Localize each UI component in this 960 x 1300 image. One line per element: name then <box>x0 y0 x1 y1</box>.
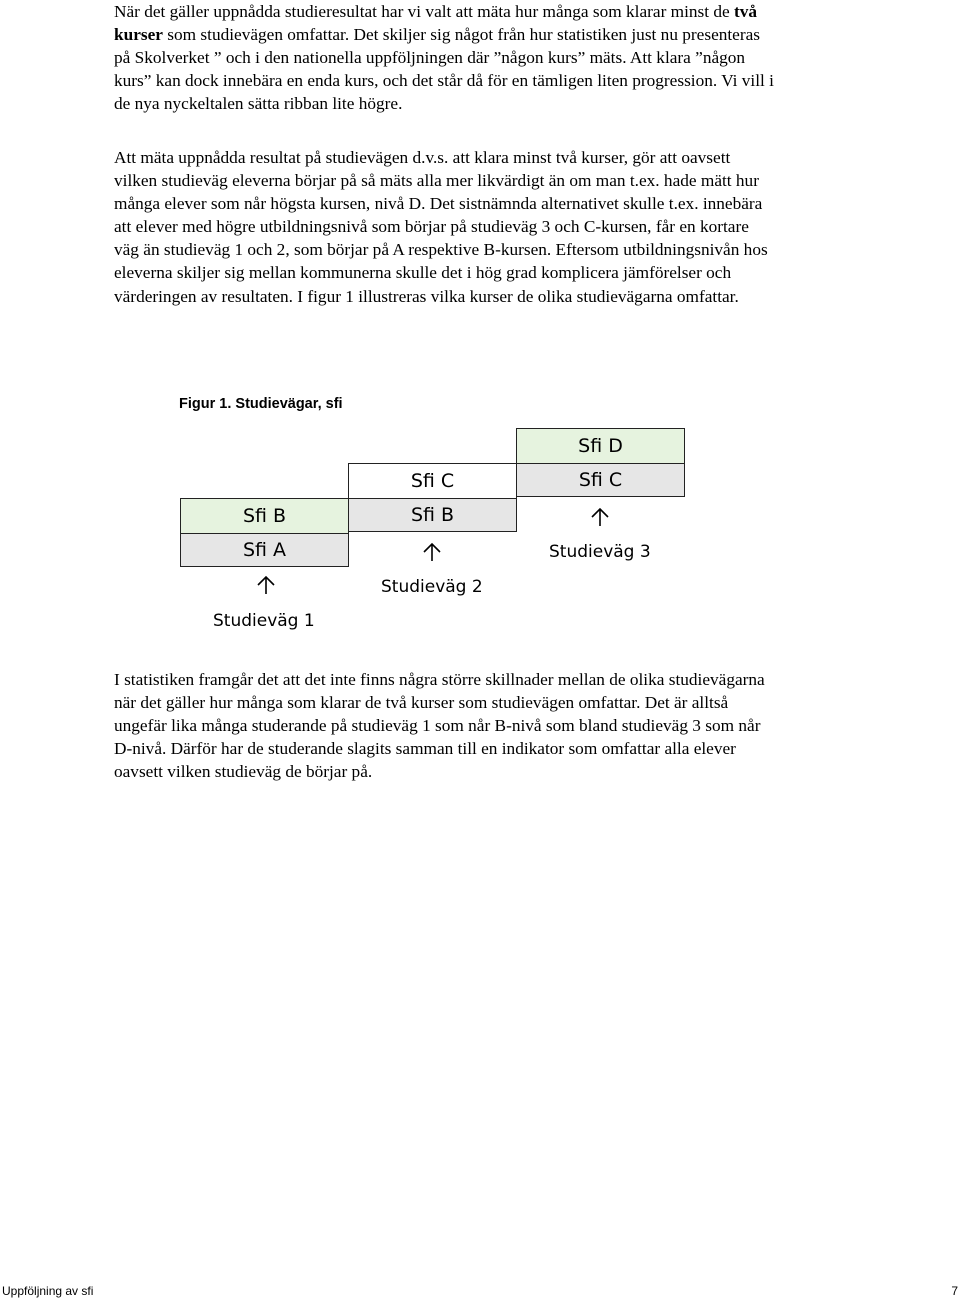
up-arrow-icon <box>254 573 278 597</box>
paragraph-2: Att mäta uppnådda resultat på studievägen d.v.s. att klara minst två kurser, gör att oavsett vilken studieväg eleverna börjar på så mäts alla mer likvärdigt än om man t.ex. hade mätt hur många elever som når högsta kursen, nivå D. Det sistnämnda alternativet skulle t.ex. innebära att elever med högre utbildningsnivå som börjar på studieväg 3 och C-kursen, får en kortare väg än studieväg 1 och 2, som börjar på A respektive B-kursen. Eftersom utbildningsnivån hos eleverna skiljer sig mellan kommunerna skulle det i hög grad komplicera jämförelser och värderingen av resultaten. I figur 1 illustreras vilka kurser de olika studievägarna omfattar. <box>114 148 768 306</box>
page-number: 7 <box>951 1284 958 1298</box>
route3-course-c: Sfi C <box>516 463 685 497</box>
up-arrow-icon <box>588 505 612 529</box>
up-arrow-icon <box>420 540 444 564</box>
route2-course-b: Sfi B <box>348 498 517 532</box>
route2-label: Studieväg 2 <box>381 577 483 597</box>
route1-course-b: Sfi B <box>180 498 349 533</box>
route3-course-d: Sfi D <box>516 428 685 463</box>
paragraph-3: I statistiken framgår det att det inte finns några större skillnader mellan de olika studievägarna när det gäller hur många som klarar de två kurser som studievägen omfattar. Det är alltså ungefär lika många studerande på studieväg 1 som når B-nivå som bland studieväg 3 som når D-nivå. Därför har de studerande slagits samman till en indikator som omfattar alla elever oavsett vilken studieväg de börjar på. <box>114 670 765 782</box>
route2-course-c: Sfi C <box>348 463 517 498</box>
paragraph-1-bold: två kurser <box>114 2 758 45</box>
route1-label: Studieväg 1 <box>213 611 315 631</box>
paragraph-1-text-a: När det gäller uppnådda studieresultat har vi valt att mäta hur många som klarar minst de <box>114 2 735 21</box>
route3-label: Studieväg 3 <box>549 542 651 562</box>
figure-title: Figur 1. Studievägar, sfi <box>179 396 343 412</box>
route1-course-a: Sfi A <box>180 533 349 567</box>
footer-title: Uppföljning av sfi <box>2 1284 94 1298</box>
paragraph-1 <box>114 0 774 115</box>
paragraph-1-text-b: som studievägen omfattar. Det skiljer sig något från hur statistiken just nu presenteras på Skolverket ” och i den nationella uppföljningen där ”någon kurs” mäts. Att klara ”någon kurs” kan dock innebära en enda kurs, och det står då för en tämligen liten progression. Vi vill i de nya nyckeltalen sätta ribban lite högre. <box>114 25 774 114</box>
